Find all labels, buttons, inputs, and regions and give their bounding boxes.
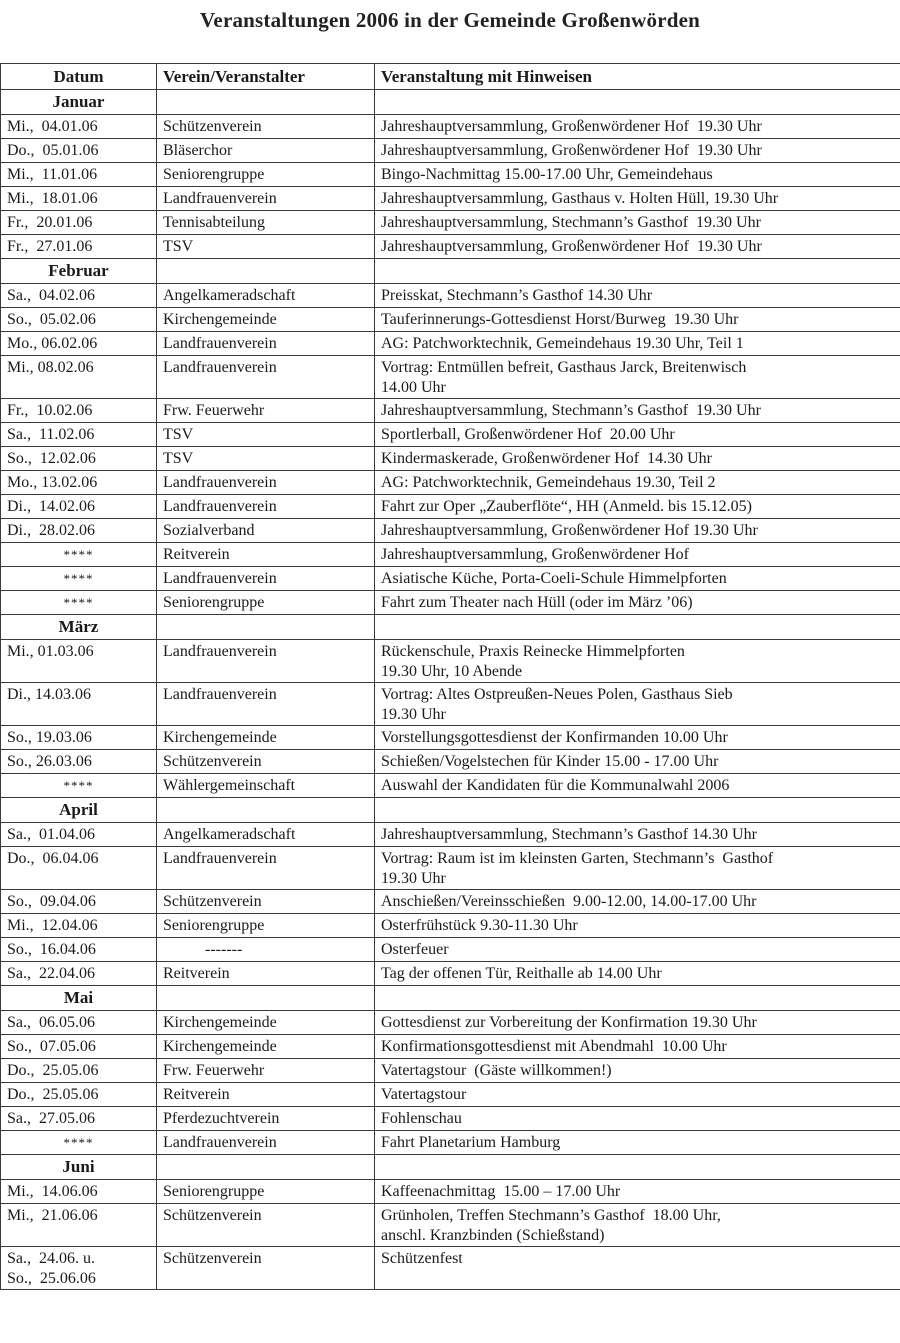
date-text: Sa., 24.06. u.	[7, 1250, 95, 1267]
event-text: Jahreshauptversammlung, Stechmann’s Gasthof 19.30 Uhr	[381, 214, 761, 231]
event-text: Vortrag: Entmüllen befreit, Gasthaus Jarck, Breitenwisch	[381, 359, 747, 376]
table-row	[1, 139, 900, 163]
table-row	[1, 640, 900, 683]
date-cell	[1, 308, 157, 332]
date-cell	[1, 399, 157, 423]
event-text: Sportlerball, Großenwördener Hof 20.00 Uhr	[381, 426, 675, 443]
date-text: Fr., 10.02.06	[7, 402, 93, 419]
event-text: anschl. Kranzbinden (Schießstand)	[381, 1227, 605, 1244]
document-title: Veranstaltungen 2006 in der Gemeinde Großenwörden	[199, 8, 701, 32]
table-row	[1, 235, 900, 259]
table-row	[1, 938, 900, 962]
organizer-cell: Landfrauenverein	[157, 847, 375, 890]
date-cell	[1, 284, 157, 308]
table-row	[1, 847, 900, 890]
event-text: Jahreshauptversammlung, Stechmann’s Gasthof 19.30 Uhr	[381, 402, 761, 419]
event-text: Rückenschule, Praxis Reinecke Himmelpforten	[381, 643, 685, 660]
event-cell	[375, 163, 900, 187]
date-cell	[1, 1035, 157, 1059]
event-text: Grünholen, Treffen Stechmann’s Gasthof 18.00 Uhr,	[381, 1207, 721, 1224]
date-text: Do., 06.04.06	[7, 850, 99, 867]
event-cell	[375, 683, 900, 726]
organizer-cell: Landfrauenverein	[157, 567, 375, 591]
table-row	[1, 519, 900, 543]
event-cell	[375, 423, 900, 447]
event-text: Jahreshauptversammlung, Großenwördener Hof 19.30 Uhr	[381, 118, 762, 135]
date-text: Mi., 11.01.06	[7, 166, 98, 183]
event-text: 14.00 Uhr	[381, 379, 446, 396]
month-row	[1, 1155, 900, 1180]
table-row	[1, 471, 900, 495]
event-text: Kaffeenachmittag 15.00 – 17.00 Uhr	[381, 1183, 621, 1200]
date-text: Mi., 08.02.06	[7, 359, 94, 376]
event-text: Tauferinnerungs-Gottesdienst Horst/Burweg 19.30 Uhr	[381, 311, 739, 328]
date-cell	[1, 1011, 157, 1035]
event-cell	[375, 447, 900, 471]
table-row	[1, 1035, 900, 1059]
event-cell	[375, 847, 900, 890]
date-text: ****	[63, 778, 94, 793]
empty-cell	[157, 615, 375, 640]
table-row	[1, 163, 900, 187]
month-row	[1, 90, 900, 115]
date-text: Mo., 06.02.06	[7, 335, 98, 352]
date-cell	[1, 591, 157, 615]
event-text: Jahreshauptversammlung, Großenwördener Hof	[381, 546, 689, 563]
event-cell	[375, 308, 900, 332]
event-text: 19.30 Uhr, 10 Abende	[381, 663, 523, 680]
date-text: Mi., 14.06.06	[7, 1183, 98, 1200]
table-row	[1, 726, 900, 750]
organizer-cell: Schützenverein	[157, 115, 375, 139]
organizer-cell: Kirchengemeinde	[157, 308, 375, 332]
table-row	[1, 115, 900, 139]
organizer-cell: Reitverein	[157, 1083, 375, 1107]
organizer-cell: TSV	[157, 235, 375, 259]
date-text: Do., 25.05.06	[7, 1062, 99, 1079]
organizer-cell: Sozialverband	[157, 519, 375, 543]
event-text: Gottesdienst zur Vorbereitung der Konfirmation 19.30 Uhr	[381, 1014, 757, 1031]
date-text: Sa., 27.05.06	[7, 1110, 95, 1127]
month-row	[1, 259, 900, 284]
date-text: Di., 14.03.06	[7, 686, 91, 703]
organizer-cell: Schützenverein	[157, 1247, 375, 1290]
organizer-cell: Landfrauenverein	[157, 332, 375, 356]
date-cell	[1, 726, 157, 750]
empty-cell	[375, 986, 900, 1011]
date-cell	[1, 495, 157, 519]
date-cell	[1, 235, 157, 259]
table-row	[1, 1131, 900, 1155]
table-row	[1, 1059, 900, 1083]
month-row	[1, 986, 900, 1011]
date-cell	[1, 823, 157, 847]
date-text: Mi., 12.04.06	[7, 917, 98, 934]
table-row	[1, 1204, 900, 1247]
date-text: Mi., 21.06.06	[7, 1207, 98, 1224]
date-cell	[1, 938, 157, 962]
date-text: Fr., 20.01.06	[7, 214, 93, 231]
events-body	[1, 90, 900, 1290]
date-cell	[1, 567, 157, 591]
event-cell	[375, 1083, 900, 1107]
event-cell	[375, 962, 900, 986]
date-text: So., 12.02.06	[7, 450, 96, 467]
date-cell	[1, 890, 157, 914]
event-cell	[375, 139, 900, 163]
header-organizer: Verein/Veranstalter	[157, 64, 375, 90]
event-text: Kindermaskerade, Großenwördener Hof 14.30 Uhr	[381, 450, 712, 467]
date-cell	[1, 356, 157, 399]
table-row	[1, 423, 900, 447]
date-cell	[1, 187, 157, 211]
event-text: 19.30 Uhr	[381, 870, 446, 887]
empty-cell	[157, 1155, 375, 1180]
event-text: Vatertagstour (Gäste willkommen!)	[381, 1062, 612, 1079]
header-row	[1, 64, 900, 90]
date-cell	[1, 962, 157, 986]
event-cell	[375, 332, 900, 356]
date-text: Fr., 27.01.06	[7, 238, 93, 255]
event-text: Osterfeuer	[381, 941, 449, 958]
date-cell	[1, 471, 157, 495]
date-text: Sa., 11.02.06	[7, 426, 95, 443]
event-cell	[375, 567, 900, 591]
header-event: Veranstaltung mit Hinweisen	[375, 64, 900, 90]
date-text: So., 05.02.06	[7, 311, 96, 328]
event-text: Schießen/Vogelstechen für Kinder 15.00 - 17.00 Uhr	[381, 753, 719, 770]
event-cell	[375, 640, 900, 683]
empty-cell	[375, 615, 900, 640]
date-cell	[1, 139, 157, 163]
event-cell	[375, 284, 900, 308]
event-text: Vortrag: Altes Ostpreußen-Neues Polen, Gasthaus Sieb	[381, 686, 733, 703]
date-text: So., 26.03.06	[7, 753, 92, 770]
empty-cell	[157, 259, 375, 284]
table-row	[1, 1180, 900, 1204]
date-cell	[1, 163, 157, 187]
event-cell	[375, 1204, 900, 1247]
event-cell	[375, 823, 900, 847]
table-row	[1, 962, 900, 986]
event-text: Fahrt zum Theater nach Hüll (oder im März ’06)	[381, 594, 693, 611]
date-text: Mo., 13.02.06	[7, 474, 98, 491]
date-text: Sa., 22.04.06	[7, 965, 95, 982]
date-text: Mi., 01.03.06	[7, 643, 94, 660]
event-text: Asiatische Küche, Porta-Coeli-Schule Himmelpforten	[381, 570, 727, 587]
date-cell	[1, 1131, 157, 1155]
month-label: April	[1, 798, 157, 823]
organizer-cell: Wählergemeinschaft	[157, 774, 375, 798]
date-cell	[1, 914, 157, 938]
date-cell	[1, 332, 157, 356]
date-cell	[1, 640, 157, 683]
event-text: Jahreshauptversammlung, Großenwördener Hof 19.30 Uhr	[381, 522, 758, 539]
empty-cell	[375, 798, 900, 823]
date-cell	[1, 1083, 157, 1107]
event-cell	[375, 115, 900, 139]
table-row	[1, 332, 900, 356]
date-text: So., 25.06.06	[7, 1270, 96, 1287]
date-text: So., 19.03.06	[7, 729, 92, 746]
event-cell	[375, 1035, 900, 1059]
date-cell	[1, 211, 157, 235]
event-text: Bingo-Nachmittag 15.00-17.00 Uhr, Gemeindehaus	[381, 166, 713, 183]
organizer-cell: Reitverein	[157, 543, 375, 567]
table-row	[1, 447, 900, 471]
organizer-cell: Schützenverein	[157, 890, 375, 914]
table-row	[1, 211, 900, 235]
table-row	[1, 308, 900, 332]
table-row	[1, 1083, 900, 1107]
table-row	[1, 567, 900, 591]
date-text: So., 09.04.06	[7, 893, 96, 910]
event-text: Anschießen/Vereinsschießen 9.00-12.00, 14.00-17.00 Uhr	[381, 893, 757, 910]
event-cell	[375, 543, 900, 567]
organizer-cell: Frw. Feuerwehr	[157, 1059, 375, 1083]
organizer-cell: Seniorengruppe	[157, 1180, 375, 1204]
event-cell	[375, 914, 900, 938]
month-row	[1, 798, 900, 823]
organizer-cell: Landfrauenverein	[157, 1131, 375, 1155]
date-cell	[1, 1059, 157, 1083]
organizer-cell: Kirchengemeinde	[157, 1011, 375, 1035]
organizer-cell: Reitverein	[157, 962, 375, 986]
date-text: Sa., 06.05.06	[7, 1014, 95, 1031]
date-cell	[1, 774, 157, 798]
events-table	[0, 63, 900, 1290]
month-label: Februar	[1, 259, 157, 284]
table-row	[1, 399, 900, 423]
event-text: Fahrt zur Oper „Zauberflöte“, HH (Anmeld. bis 15.12.05)	[381, 498, 752, 515]
organizer-cell: Landfrauenverein	[157, 471, 375, 495]
organizer-cell: Schützenverein	[157, 750, 375, 774]
organizer-cell: Kirchengemeinde	[157, 726, 375, 750]
empty-cell	[375, 90, 900, 115]
event-cell	[375, 890, 900, 914]
date-cell	[1, 1247, 157, 1290]
date-cell	[1, 423, 157, 447]
date-text: Sa., 04.02.06	[7, 287, 95, 304]
event-text: Jahreshauptversammlung, Großenwördener Hof 19.30 Uhr	[381, 238, 762, 255]
date-cell	[1, 115, 157, 139]
table-row	[1, 890, 900, 914]
date-cell	[1, 1204, 157, 1247]
organizer-cell: Landfrauenverein	[157, 640, 375, 683]
empty-cell	[157, 90, 375, 115]
event-text: AG: Patchworktechnik, Gemeindehaus 19.30, Teil 2	[381, 474, 716, 491]
date-text: ****	[63, 547, 94, 562]
date-text: ****	[63, 595, 94, 610]
event-text: Jahreshauptversammlung, Gasthaus v. Holten Hüll, 19.30 Uhr	[381, 190, 779, 207]
month-label: Juni	[1, 1155, 157, 1180]
event-cell	[375, 356, 900, 399]
organizer-cell: Bläserchor	[157, 139, 375, 163]
event-text: Jahreshauptversammlung, Stechmann’s Gasthof 14.30 Uhr	[381, 826, 757, 843]
organizer-cell: -------	[157, 938, 375, 962]
month-label: Mai	[1, 986, 157, 1011]
date-text: So., 07.05.06	[7, 1038, 96, 1055]
event-cell	[375, 938, 900, 962]
event-text: Vatertagstour	[381, 1086, 467, 1103]
table-row	[1, 495, 900, 519]
date-cell	[1, 683, 157, 726]
date-cell	[1, 1107, 157, 1131]
organizer-cell: Seniorengruppe	[157, 163, 375, 187]
organizer-cell: Tennisabteilung	[157, 211, 375, 235]
event-text: Konfirmationsgottesdienst mit Abendmahl 10.00 Uhr	[381, 1038, 727, 1055]
date-text: Di., 14.02.06	[7, 498, 95, 515]
event-cell	[375, 519, 900, 543]
event-cell	[375, 750, 900, 774]
event-cell	[375, 1011, 900, 1035]
event-cell	[375, 726, 900, 750]
date-cell	[1, 1180, 157, 1204]
organizer-cell: Kirchengemeinde	[157, 1035, 375, 1059]
header-date: Datum	[1, 64, 157, 90]
empty-cell	[375, 1155, 900, 1180]
organizer-cell: Landfrauenverein	[157, 495, 375, 519]
date-text: Di., 28.02.06	[7, 522, 95, 539]
table-row	[1, 284, 900, 308]
empty-cell	[157, 986, 375, 1011]
event-cell	[375, 399, 900, 423]
date-cell	[1, 519, 157, 543]
event-cell	[375, 1107, 900, 1131]
event-cell	[375, 1180, 900, 1204]
event-text: Fahrt Planetarium Hamburg	[381, 1134, 561, 1151]
event-text: 19.30 Uhr	[381, 706, 446, 723]
event-text: Schützenfest	[381, 1250, 463, 1267]
event-cell	[375, 211, 900, 235]
date-cell	[1, 750, 157, 774]
event-text: Vorstellungsgottesdienst der Konfirmanden 10.00 Uhr	[381, 729, 728, 746]
date-text: So., 16.04.06	[7, 941, 96, 958]
table-row	[1, 356, 900, 399]
table-row	[1, 823, 900, 847]
event-cell	[375, 774, 900, 798]
organizer-cell: Seniorengruppe	[157, 914, 375, 938]
event-cell	[375, 1059, 900, 1083]
organizer-cell: Seniorengruppe	[157, 591, 375, 615]
date-text: Mi., 04.01.06	[7, 118, 98, 135]
event-text: Fohlenschau	[381, 1110, 462, 1127]
event-cell	[375, 187, 900, 211]
organizer-cell: Angelkameradschaft	[157, 284, 375, 308]
table-row	[1, 774, 900, 798]
organizer-cell: Landfrauenverein	[157, 356, 375, 399]
date-text: ****	[63, 1135, 94, 1150]
date-cell	[1, 543, 157, 567]
table-row	[1, 683, 900, 726]
date-text: ****	[63, 571, 94, 586]
event-text: Vortrag: Raum ist im kleinsten Garten, Stechmann’s Gasthof	[381, 850, 774, 867]
table-row	[1, 750, 900, 774]
event-cell	[375, 1131, 900, 1155]
month-label: Januar	[1, 90, 157, 115]
date-text: Mi., 18.01.06	[7, 190, 98, 207]
empty-cell	[157, 798, 375, 823]
event-cell	[375, 471, 900, 495]
organizer-cell: TSV	[157, 423, 375, 447]
organizer-cell: Schützenverein	[157, 1204, 375, 1247]
organizer-cell: Frw. Feuerwehr	[157, 399, 375, 423]
date-cell	[1, 447, 157, 471]
organizer-cell: TSV	[157, 447, 375, 471]
table-row	[1, 187, 900, 211]
event-text: Tag der offenen Tür, Reithalle ab 14.00 Uhr	[381, 965, 662, 982]
table-row	[1, 914, 900, 938]
event-cell	[375, 495, 900, 519]
date-text: Do., 05.01.06	[7, 142, 99, 159]
event-text: Auswahl der Kandidaten für die Kommunalwahl 2006	[381, 777, 730, 794]
date-cell	[1, 847, 157, 890]
organizer-cell: Landfrauenverein	[157, 683, 375, 726]
date-text: Sa., 01.04.06	[7, 826, 95, 843]
event-text: Jahreshauptversammlung, Großenwördener Hof 19.30 Uhr	[381, 142, 762, 159]
organizer-cell: Pferdezuchtverein	[157, 1107, 375, 1131]
month-label: März	[1, 615, 157, 640]
month-row	[1, 615, 900, 640]
table-row	[1, 543, 900, 567]
table-row	[1, 1247, 900, 1290]
event-text: Preisskat, Stechmann’s Gasthof 14.30 Uhr	[381, 287, 653, 304]
event-cell	[375, 1247, 900, 1290]
event-cell	[375, 591, 900, 615]
organizer-cell: Landfrauenverein	[157, 187, 375, 211]
event-text: AG: Patchworktechnik, Gemeindehaus 19.30 Uhr, Teil 1	[381, 335, 744, 352]
empty-cell	[375, 259, 900, 284]
organizer-cell: Angelkameradschaft	[157, 823, 375, 847]
event-text: Osterfrühstück 9.30-11.30 Uhr	[381, 917, 578, 934]
table-row	[1, 591, 900, 615]
table-row	[1, 1107, 900, 1131]
date-text: Do., 25.05.06	[7, 1086, 99, 1103]
table-row	[1, 1011, 900, 1035]
event-cell	[375, 235, 900, 259]
